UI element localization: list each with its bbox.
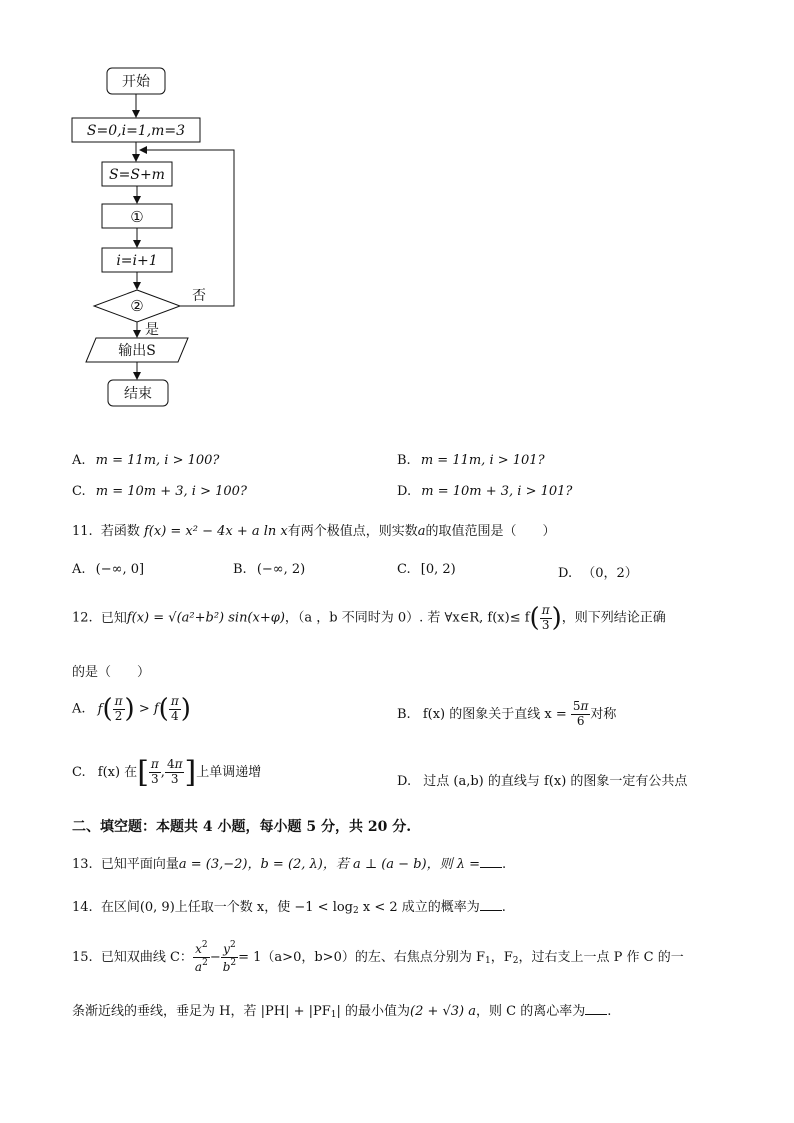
- question-12: 12. 已知f(x) = √(a²+b²) sin(x+φ)，（a ，b 不同时为 0）. 若 ∀x∈R, f(x)≤ f( $\frac{\pi}{3}$ )，则下列结论正确: [72, 602, 666, 633]
- flow-inc-label: i=i+1: [116, 253, 158, 269]
- q11-option-a: A. (−∞, 0]: [72, 562, 145, 577]
- flow-sum-label: S=S+m: [109, 167, 165, 183]
- q10-option-b: B. m = 11m, i > 101?: [397, 453, 545, 468]
- q12-option-c: C. f(x) 在[ $\frac{\pi}{3}$ , $\frac{4\pi}{3}$ ]上单调递增: [72, 755, 262, 790]
- q12-option-d: D. 过点 (a,b) 的直线与 f(x) 的图象一定有公共点: [397, 774, 688, 789]
- answer-blank[interactable]: [480, 898, 502, 911]
- flow-output-label: 输出S: [118, 343, 156, 359]
- flow-end-label: 结束: [124, 386, 152, 402]
- answer-blank[interactable]: [480, 855, 502, 868]
- q10-option-c: C. m = 10m + 3, i > 100?: [72, 484, 247, 499]
- question-14: 14. 在区间(0, 9)上任取一个数 x，使 $-1 < \log_2 x < 2$ 成立的概率为 .: [72, 900, 506, 916]
- q11-option-b: B. (−∞, 2): [233, 562, 306, 577]
- section-title: 二、填空题：本题共 4 小题，每小题 5 分，共 20 分.: [72, 819, 412, 835]
- flow-yes-label: 是: [145, 322, 159, 338]
- q12-option-b: B. f(x) 的图象关于直线 x = $\frac{5\pi}{6}$ 对称: [397, 699, 617, 728]
- flow-init-label: S=0,i=1,m=3: [86, 123, 186, 139]
- q11-option-d: D. （0，2）: [558, 566, 638, 581]
- question-13: 13. 已知平面向量a = (3,−2)，b = (2, λ)，若 a ⊥ (a − b)，则 λ = .: [72, 857, 507, 872]
- question-11: 11. 若函数 f(x) = x² − 4x + a ln x有两个极值点，则实数a的取值范围是（ ）: [72, 524, 556, 539]
- q12-option-a: A. f( $\frac{\pi}{2}$ ) > f( $\frac{\pi}{4}$ ): [72, 693, 191, 724]
- q10-option-a: A. m = 11m, i > 100?: [72, 453, 220, 468]
- flow-start-label: 开始: [122, 74, 150, 90]
- flow-step1-label: ①: [130, 208, 144, 226]
- flow-cond-label: ②: [130, 297, 144, 315]
- question-15-line2: 条渐近线的垂线，垂足为 H，若 $|PH| + |PF_1|$ 的最小值为(2 + √3) a，则 C 的离心率为 .: [72, 1004, 612, 1020]
- flowchart: [0, 0, 300, 420]
- answer-blank[interactable]: [585, 1002, 607, 1015]
- question-15: 15. 已知双曲线 C： $\frac{x^2}{a^2}$ − $\frac{y^2}{b^2}$ = 1（a>0，b>0）的左、右焦点分别为 $F_1$，$F_2$，过右支上一点 P 作 C 的一: [72, 940, 684, 974]
- q11-option-c: C. [0, 2): [397, 562, 456, 577]
- flow-no-label: 否: [192, 288, 206, 304]
- question-12-line2: 的是（ ）: [72, 665, 151, 680]
- q10-option-d: D. m = 10m + 3, i > 101?: [397, 484, 573, 499]
- frac-pi-3: $\frac{\pi}{3}$: [541, 602, 550, 632]
